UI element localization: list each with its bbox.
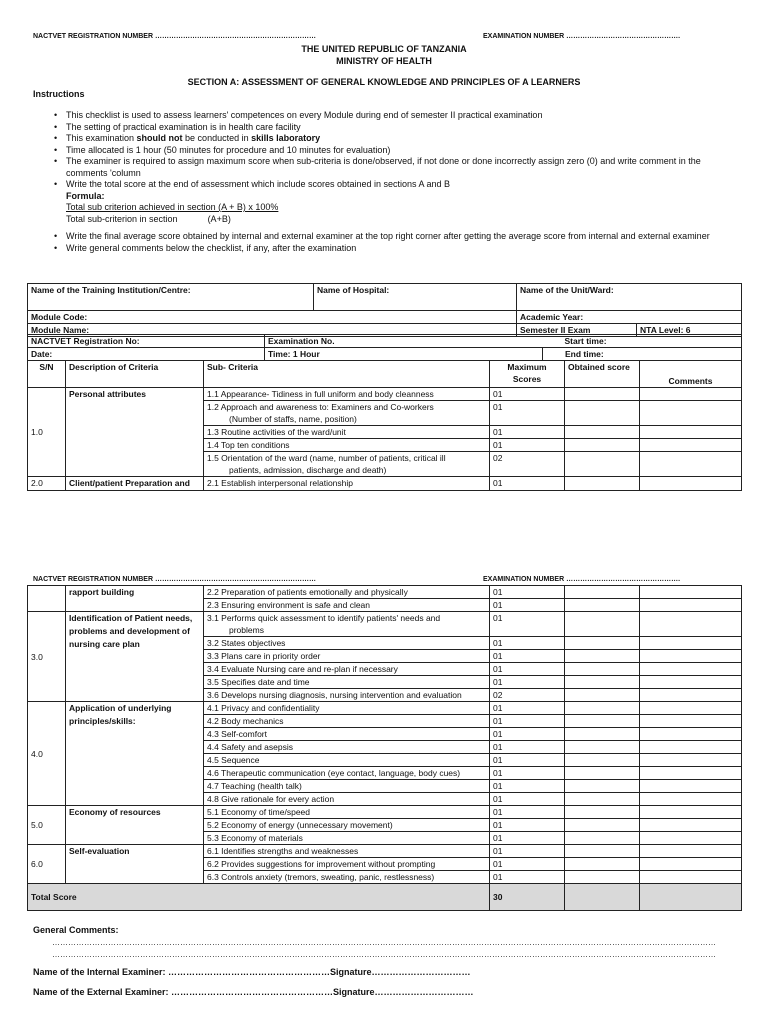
registration-number-label-p2: NACTVET REGISTRATION NUMBER …………………………………………………………… bbox=[33, 576, 316, 583]
obtained-score-cell[interactable] bbox=[565, 612, 640, 637]
obtained-score-cell[interactable] bbox=[565, 426, 640, 439]
obtained-score-cell[interactable] bbox=[565, 741, 640, 754]
sub-criteria bbox=[204, 793, 490, 806]
sub-criteria-text: 4.1 Privacy and confidentiality bbox=[207, 703, 320, 713]
obtained-score-cell[interactable] bbox=[565, 439, 640, 452]
sub-criteria bbox=[204, 702, 490, 715]
sub-criteria-text: 6.3 Controls anxiety (tremors, sweating, panic, restlessness) bbox=[207, 872, 435, 882]
maximum-score: 01 bbox=[490, 586, 565, 599]
criteria-description: Client/patient Preparation and bbox=[66, 477, 204, 491]
maximum-score: 01 bbox=[490, 780, 565, 793]
criteria-row bbox=[28, 702, 742, 715]
comments-cell[interactable] bbox=[640, 871, 742, 884]
sub-criteria-text: 5.2 Economy of energy (unnecessary movement) bbox=[207, 820, 393, 830]
nta-level-label: NTA Level: 6 bbox=[637, 324, 742, 337]
module-code-field[interactable]: Module Code: bbox=[28, 311, 517, 324]
obtained-score-cell[interactable] bbox=[565, 793, 640, 806]
checklist-table-page1 bbox=[27, 360, 742, 491]
instruction-item: • Write the final average score obtained by internal and external examiner at the top right corner after getting the average score from internal and external examiner bbox=[50, 231, 740, 243]
sub-criteria bbox=[204, 780, 490, 793]
comments-cell[interactable] bbox=[640, 806, 742, 819]
col-description: Description of Criteria bbox=[66, 361, 204, 388]
ministry-title: MINISTRY OF HEALTH bbox=[336, 56, 432, 66]
exam-info-table-2 bbox=[27, 334, 742, 361]
obtained-score-cell[interactable] bbox=[565, 637, 640, 650]
col-maximum: Maximum Scores bbox=[490, 361, 565, 388]
section-number bbox=[28, 586, 66, 612]
maximum-score: 01 bbox=[490, 637, 565, 650]
sub-criteria-text: 4.6 Therapeutic communication (eye contact, language, body cues) bbox=[207, 768, 461, 778]
comments-cell[interactable] bbox=[640, 767, 742, 780]
sub-criteria-text: 2.2 Preparation of patients emotionally and physically bbox=[207, 587, 408, 597]
comments-cell[interactable] bbox=[640, 612, 742, 637]
obtained-score-cell[interactable] bbox=[565, 715, 640, 728]
obtained-score-cell[interactable] bbox=[565, 401, 640, 426]
maximum-score: 01 bbox=[490, 871, 565, 884]
criteria-row bbox=[28, 388, 742, 401]
maximum-score: 01 bbox=[490, 754, 565, 767]
maximum-score: 01 bbox=[490, 702, 565, 715]
obtained-score-cell[interactable] bbox=[565, 780, 640, 793]
sub-criteria-text: 2.3 Ensuring environment is safe and clean bbox=[207, 600, 371, 610]
sub-criteria-text: 2.1 Establish interpersonal relationship bbox=[207, 478, 354, 488]
external-examiner-field[interactable]: Name of the External Examiner: ………………………………………………Signature…………………………… bbox=[33, 987, 474, 997]
maximum-score: 01 bbox=[490, 741, 565, 754]
comments-line-1[interactable]: …………………………………………………………………………………………………………………………………………………………………………………………………………………………… bbox=[52, 938, 716, 947]
comments-cell[interactable] bbox=[640, 819, 742, 832]
sub-criteria-text: 3.2 States objectives bbox=[207, 638, 286, 648]
comments-cell[interactable] bbox=[640, 439, 742, 452]
sub-criteria-text: 4.5 Sequence bbox=[207, 755, 260, 765]
comments-cell[interactable] bbox=[640, 832, 742, 845]
examination-number-label-p2: EXAMINATION NUMBER …………………………………………. bbox=[483, 576, 681, 583]
maximum-score: 01 bbox=[490, 832, 565, 845]
obtained-score-cell[interactable] bbox=[565, 477, 640, 491]
sub-criteria-text: 4.8 Give rationale for every action bbox=[207, 794, 335, 804]
section-number: 6.0 bbox=[28, 845, 66, 884]
maximum-score: 01 bbox=[490, 676, 565, 689]
criteria-row bbox=[28, 612, 742, 637]
formula-block bbox=[50, 191, 740, 226]
sub-criteria-text: 1.1 Appearance- Tidiness in full uniform and body cleanness bbox=[207, 389, 434, 399]
sub-criteria bbox=[204, 650, 490, 663]
sub-criteria bbox=[204, 767, 490, 780]
sub-criteria bbox=[204, 845, 490, 858]
maximum-score: 01 bbox=[490, 858, 565, 871]
section-number: 4.0 bbox=[28, 702, 66, 806]
sub-criteria bbox=[204, 806, 490, 819]
comments-cell[interactable] bbox=[640, 650, 742, 663]
column-header-row bbox=[28, 361, 742, 388]
col-sn: S/N bbox=[28, 361, 66, 388]
criteria-description: rapport building bbox=[66, 586, 204, 612]
sub-criteria-text: 3.3 Plans care in priority order bbox=[207, 651, 321, 661]
instruction-item: • Write the total score at the end of assessment which include scores obtained in sections A and B bbox=[50, 179, 740, 191]
sub-criteria-text: 4.4 Safety and asepsis bbox=[207, 742, 294, 752]
sub-criteria bbox=[204, 858, 490, 871]
internal-examiner-field[interactable]: Name of the Internal Examiner: ………………………………………………Signature…………………………… bbox=[33, 967, 471, 977]
comments-cell[interactable] bbox=[640, 663, 742, 676]
maximum-score: 01 bbox=[490, 845, 565, 858]
sub-criteria bbox=[204, 819, 490, 832]
obtained-score-cell[interactable] bbox=[565, 663, 640, 676]
registration-no-field[interactable]: NACTVET Registration No: bbox=[28, 335, 265, 348]
comments-cell[interactable] bbox=[640, 637, 742, 650]
criteria-row bbox=[28, 477, 742, 491]
sub-criteria bbox=[204, 637, 490, 650]
comments-cell[interactable] bbox=[640, 388, 742, 401]
sub-criteria bbox=[204, 388, 490, 401]
criteria-description: Personal attributes bbox=[66, 388, 204, 477]
maximum-score: 02 bbox=[490, 452, 565, 477]
comments-cell[interactable] bbox=[640, 741, 742, 754]
obtained-score-cell[interactable] bbox=[565, 586, 640, 599]
comments-cell[interactable] bbox=[640, 702, 742, 715]
sub-criteria-continuation: patients, admission, discharge and death) bbox=[229, 465, 387, 475]
section-number: 3.0 bbox=[28, 612, 66, 702]
sub-criteria-text: 4.2 Body mechanics bbox=[207, 716, 284, 726]
comments-cell[interactable] bbox=[640, 728, 742, 741]
maximum-score: 01 bbox=[490, 715, 565, 728]
sub-criteria bbox=[204, 452, 490, 477]
sub-criteria-text: 1.2 Approach and awareness to: Examiners and Co-workers bbox=[207, 402, 434, 412]
col-obtained: Obtained score bbox=[565, 361, 640, 388]
sub-criteria bbox=[204, 599, 490, 612]
comments-cell[interactable] bbox=[640, 426, 742, 439]
sub-criteria-text: 5.3 Economy of materials bbox=[207, 833, 303, 843]
sub-criteria-text: 6.1 Identifies strengths and weaknesses bbox=[207, 846, 359, 856]
criteria-description: Application of underlying principles/skills: bbox=[66, 702, 204, 806]
sub-criteria bbox=[204, 754, 490, 767]
obtained-score-cell[interactable] bbox=[565, 819, 640, 832]
sub-criteria bbox=[204, 401, 490, 426]
sub-criteria bbox=[204, 832, 490, 845]
comments-cell[interactable] bbox=[640, 858, 742, 871]
comments-cell[interactable] bbox=[640, 780, 742, 793]
comments-cell[interactable] bbox=[640, 401, 742, 426]
sub-criteria-text: 3.6 Develops nursing diagnosis, nursing intervention and evaluation bbox=[207, 690, 462, 700]
maximum-score: 01 bbox=[490, 793, 565, 806]
maximum-score: 02 bbox=[490, 689, 565, 702]
sub-criteria-text: 4.7 Teaching (health talk) bbox=[207, 781, 302, 791]
sub-criteria bbox=[204, 439, 490, 452]
sub-criteria-text: 4.3 Self-comfort bbox=[207, 729, 267, 739]
hospital-field[interactable]: Name of Hospital: bbox=[314, 284, 517, 311]
sub-criteria-text: 3.5 Specifies date and time bbox=[207, 677, 310, 687]
obtained-score-cell[interactable] bbox=[565, 832, 640, 845]
col-sub-criteria: Sub- Criteria bbox=[204, 361, 490, 388]
maximum-score: 01 bbox=[490, 599, 565, 612]
obtained-score-cell[interactable] bbox=[565, 806, 640, 819]
obtained-score-cell[interactable] bbox=[565, 599, 640, 612]
obtained-score-cell[interactable] bbox=[565, 858, 640, 871]
maximum-score: 01 bbox=[490, 819, 565, 832]
sub-criteria bbox=[204, 741, 490, 754]
comments-cell[interactable] bbox=[640, 599, 742, 612]
semester-label: Semester II Exam bbox=[517, 324, 637, 337]
instruction-item: • Time allocated is 1 hour (50 minutes for procedure and 10 minutes for evaluation) bbox=[50, 145, 740, 157]
sub-criteria bbox=[204, 715, 490, 728]
comments-cell[interactable] bbox=[640, 689, 742, 702]
maximum-score: 01 bbox=[490, 728, 565, 741]
general-comments-label: General Comments: bbox=[33, 925, 119, 935]
obtained-score-cell[interactable] bbox=[565, 871, 640, 884]
comments-cell[interactable] bbox=[640, 676, 742, 689]
total-comments-cell[interactable] bbox=[640, 884, 742, 911]
maximum-score: 01 bbox=[490, 426, 565, 439]
obtained-score-cell[interactable] bbox=[565, 702, 640, 715]
sub-criteria bbox=[204, 689, 490, 702]
formula-label: Formula: bbox=[66, 190, 105, 201]
maximum-score: 01 bbox=[490, 477, 565, 491]
sub-criteria-text: 5.1 Economy of time/speed bbox=[207, 807, 311, 817]
unit-field[interactable]: Name of the Unit/Ward: bbox=[517, 284, 742, 311]
obtained-score-cell[interactable] bbox=[565, 650, 640, 663]
obtained-score-cell[interactable] bbox=[565, 689, 640, 702]
maximum-score: 01 bbox=[490, 439, 565, 452]
sub-criteria bbox=[204, 871, 490, 884]
obtained-score-cell[interactable] bbox=[565, 452, 640, 477]
instruction-item: • The examiner is required to assign maximum score when sub-criteria is done/observed, if not done or done incorrectly assign zero (0) and write comment in the comments 'column bbox=[50, 156, 740, 179]
total-score-row bbox=[28, 884, 742, 911]
module-name-field[interactable]: Module Name: bbox=[28, 324, 517, 337]
obtained-score-cell[interactable] bbox=[565, 845, 640, 858]
sub-criteria bbox=[204, 612, 490, 637]
obtained-score-cell[interactable] bbox=[565, 754, 640, 767]
section-number: 5.0 bbox=[28, 806, 66, 845]
instructions-heading: Instructions bbox=[33, 89, 85, 99]
date-field[interactable]: Date: bbox=[28, 348, 265, 361]
col-comments: Comments bbox=[640, 361, 742, 388]
time-label: Time: 1 Hour bbox=[265, 348, 543, 361]
comments-cell[interactable] bbox=[640, 452, 742, 477]
obtained-score-cell[interactable] bbox=[565, 388, 640, 401]
criteria-row bbox=[28, 806, 742, 819]
comments-cell[interactable] bbox=[640, 845, 742, 858]
instruction-item: • This checklist is used to assess learners' competences on every Module during end of semester II practical examination bbox=[50, 110, 740, 122]
maximum-score: 01 bbox=[490, 388, 565, 401]
sub-criteria bbox=[204, 426, 490, 439]
examination-no-field[interactable]: Examination No. bbox=[265, 335, 543, 348]
obtained-score-cell[interactable] bbox=[565, 676, 640, 689]
formula-denominator: Total sub-criterion in section (A+B) bbox=[66, 213, 231, 224]
comments-cell[interactable] bbox=[640, 477, 742, 491]
total-score-label: Total Score bbox=[28, 884, 490, 911]
section-title: SECTION A: ASSESSMENT OF GENERAL KNOWLEDGE AND PRINCIPLES OF A LEARNERS bbox=[187, 77, 581, 87]
section-number: 2.0 bbox=[28, 477, 66, 491]
start-time-field[interactable]: Start time: bbox=[543, 335, 742, 348]
sub-criteria bbox=[204, 586, 490, 599]
sub-criteria-continuation: (Number of staffs, name, position) bbox=[229, 414, 357, 424]
checklist-table-page2 bbox=[27, 585, 742, 911]
exam-info-table bbox=[27, 283, 742, 337]
sub-criteria-text: 1.5 Orientation of the ward (name, number of patients, critical ill bbox=[207, 453, 446, 463]
institution-field[interactable]: Name of the Training Institution/Centre: bbox=[28, 284, 314, 311]
sub-criteria-text: 3.4 Evaluate Nursing care and re-plan if necessary bbox=[207, 664, 398, 674]
criteria-row bbox=[28, 845, 742, 858]
formula-numerator: Total sub criterion achieved in section (A + B) x 100% bbox=[66, 202, 279, 212]
comments-cell[interactable] bbox=[640, 793, 742, 806]
criteria-description: Self-evaluation bbox=[66, 845, 204, 884]
maximum-score: 01 bbox=[490, 612, 565, 637]
sub-criteria bbox=[204, 676, 490, 689]
comments-line-2[interactable]: …………………………………………………………………………………………………………………………………………………………………………………………………………………………… bbox=[52, 950, 716, 959]
maximum-score: 01 bbox=[490, 650, 565, 663]
criteria-description: Identification of Patient needs, problems and development of nursing care plan bbox=[66, 612, 204, 702]
maximum-score: 01 bbox=[490, 663, 565, 676]
examination-number-label: EXAMINATION NUMBER …………………………………………. bbox=[483, 33, 681, 40]
comments-cell[interactable] bbox=[640, 715, 742, 728]
section-number: 1.0 bbox=[28, 388, 66, 477]
country-title: THE UNITED REPUBLIC OF TANZANIA bbox=[301, 44, 467, 54]
instruction-item: • Write general comments below the checklist, if any, after the examination bbox=[50, 243, 740, 255]
obtained-score-cell[interactable] bbox=[565, 728, 640, 741]
instruction-item: • This examination should not be conducted in skills laboratory bbox=[50, 133, 740, 145]
comments-cell[interactable] bbox=[640, 586, 742, 599]
total-obtained-cell[interactable] bbox=[565, 884, 640, 911]
sub-criteria bbox=[204, 477, 490, 491]
maximum-score: 01 bbox=[490, 806, 565, 819]
instruction-item: • The setting of practical examination is in health care facility bbox=[50, 122, 740, 134]
sub-criteria-text: 3.1 Performs quick assessment to identify patients' needs and bbox=[207, 613, 441, 623]
sub-criteria bbox=[204, 728, 490, 741]
total-score-value: 30 bbox=[490, 884, 565, 911]
maximum-score: 01 bbox=[490, 401, 565, 426]
criteria-description: Economy of resources bbox=[66, 806, 204, 845]
sub-criteria-text: 1.3 Routine activities of the ward/unit bbox=[207, 427, 346, 437]
comments-cell[interactable] bbox=[640, 754, 742, 767]
academic-year-field[interactable]: Academic Year: bbox=[517, 311, 742, 324]
end-time-field[interactable]: End time: bbox=[543, 348, 742, 361]
registration-number-label: NACTVET REGISTRATION NUMBER …………………………………………………………… bbox=[33, 33, 316, 40]
sub-criteria bbox=[204, 663, 490, 676]
maximum-score: 01 bbox=[490, 767, 565, 780]
criteria-row bbox=[28, 586, 742, 599]
sub-criteria-continuation: problems bbox=[229, 625, 264, 635]
instructions-list bbox=[50, 110, 740, 254]
sub-criteria-text: 1.4 Top ten conditions bbox=[207, 440, 290, 450]
sub-criteria-text: 6.2 Provides suggestions for improvement without prompting bbox=[207, 859, 436, 869]
obtained-score-cell[interactable] bbox=[565, 767, 640, 780]
